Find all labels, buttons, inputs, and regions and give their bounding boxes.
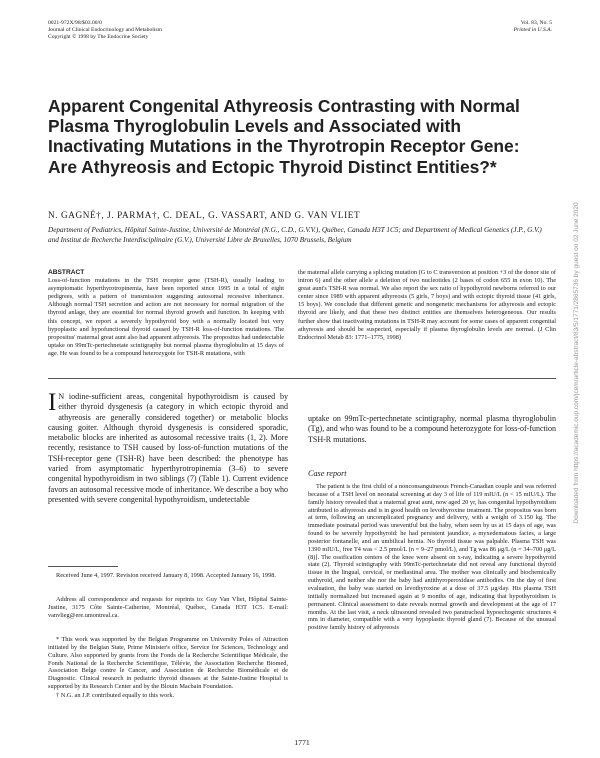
footnote-address: Address all correspondence and requests for reprints to: Guy Van Vliet, Hôpital Sainte-Justine, 3175 Côte Sainte-Catherine, Montréal, Québec, Canada H3T 1C5. E-mail: vanvlieg@ere.umontreal.ca. [48,596,288,619]
journal-header-right [450,20,552,34]
volume-line: Vol. 83, No. 5 [520,20,552,26]
abstract-right-column [298,269,556,342]
journal-header-left [48,20,308,40]
abstract-left-column [48,269,284,358]
journal-name: Journal of Clinical Endocrinology and Metabolism [48,26,162,33]
section-divider [48,378,556,379]
footnote-support: * This work was supported by the Belgian Programme on University Poles of Attraction initiated by the Belgian State, Prime Minister's office, Service for Sciences, Technology and Culture. Also supported by grants from the Fonds de la Recherche Scientifique Médicale, the Fonds National de la Recherche Scientifique, Télévie, the Association Recherche Biomed, Association Belge contre le Cancer, and Association de Recherche Biomédicale et de Diagnostic. Clinical research in pediatric thyroid diseases at the Sainte-Justine Hospital is supported by its Research Center and by the Blouin Macbain Foundation. [48,636,288,691]
footnote-received: Received June 4, 1997. Revision received January 8, 1998. Accepted January 16, 1998. [56,572,276,579]
printed-line: Printed in U.S.A. [513,26,552,33]
author-list: N. GAGNÉ†, J. PARMA†, C. DEAL, G. VASSART, AND G. VAN VLIET [48,210,361,220]
copyright-line: Copyright © 1998 by The Endocrine Society [48,33,149,40]
intro-text: N iodine-sufficient areas, congenital hypothyroidism is caused by either thyroid dysgenesis (a category in which ectopic thyroid and athyreosis are generally considered together) or metabolic blocks causing goiter. Although thyroid dysgenesis is considered sporadic, metabolic blocks are inherited as autosomal recessive traits (1, 2). More recently, resistance to TSH caused by loss-of-function mutations of the TSH-receptor gene (TSH-R) have been described: the phenotype has varied from asymptomatic hyperthyrotropinemia (3–6) to severe congenital hypothyroidism in two siblings (7) (Table 1). Current evidence favors an autosomal recessive mode of inheritance. We describe a boy who presented with severe congenital hypothyroidism, undetectable [48,392,289,504]
abstract-text-left: Loss-of-function mutations in the TSH receptor gene (TSH-R), usually leading to asymptomatic hyperthyrotropinemia, have been reported since 1995 in a total of eight pedigrees, with a pattern of transmission suggesting autosomal recessive inheritance. Although normal TSH secretion and action are not necessary for normal migration of the thyroid anlage, they are essential for normal thyroid growth and function. In keeping with this concept, we report a severely hypothyroid boy with a normally located but very hypoplastic and hypofunctional thyroid caused by TSH-R loss-of-function mutations. The propositus' maternal great aunt also had apparent athyreosis. The propositus had undetectable uptake on 99mTc-pertechnetate scintigraphy but normal plasma thyroglobulin at 15 days of age. He was found to be a compound heterozygote for TSH-R mutations, with [48,277,284,357]
download-watermark: Downloaded from https://academic.oup.com/jcem/article-abstract/83/5/1771/2865736 by guest on 02 June 2020 [573,202,580,524]
case-report-text: The patient is the first child of a nonconsanguineous French-Canadian couple and was referred because of a TSH level on neonatal screening at day 3 of life of 119 mIU/L (n < 15 mIU/L). The family history revealed that a maternal great aunt, now aged 20 yr, has congenital hypothyroidism attributed to athyreosis and is in good health on levothyroxine treatment. The propositus was born at term, following an uncomplicated pregnancy and delivery, with a weight of 3.150 kg. The immediate postnatal period was uneventful but the baby, when seen by us at 15 days of age, was found to be severely hypothyroid: he had persistent jaundice, a myxedematous facies, a large posterior fontanelle, and an umbilical hernia. No thyroid tissue was palpable. Plasma TSH was 1390 mIU/L, free T4 was < 2.5 pmol/L (n = 9–27 pmol/L), and Tg was 86 μg/L (n = 34–700 μg/L (8)]. The ossification centers of the knee were absent on x-ray, indicating a severe hypothyroid state (2). Thyroid scintigraphy with 99mTc-pertechnetate did not reveal any functional thyroid tissue in the lingual, cervical, or mediastinal area. The mother was clinically and biochemically euthyroid, and neither she nor the baby had antithyroperoxidase antibodies. On the day of first evaluation, the baby was started on levothyroxine at a dose of 37.5 μg/day. His plasma TSH initially normalized but increased again at 9 months of age, indicating that hypothyroidism is permanent. Clinical assessment to date reveals normal growth and development at the age of 17 months. At the last visit, a neck ultrasound revealed two paratracheal hypoechogenic structures 4 mm in diameter, compatible with a very hypoplastic thyroid gland (7). Because of the unusual positive family history of athyreosis [308,483,556,632]
introduction-paragraph [48,389,289,505]
introduction-continued: uptake on 99mTc-pertechnetate scintigraphy, normal plasma thyroglobulin (Tg), and who was found to be a compound heterozygote for loss-of-function TSH-R mutations. [308,414,556,444]
affiliations: Department of Pediatrics, Hôpital Sainte-Justine, Université de Montréal (N.G., C.D., G.V.V.), Québec, Canada H3T 1C5; and Department of Medical Genetics (J.P., G.V.) and Institut de Recherche Interdisciplinaire (G.V.), Université Libre de Bruxelles, 1070 Brussels, Belgium [48,226,542,244]
abstract-heading: ABSTRACT [48,269,85,276]
abstract-text-right: the maternal allele carrying a splicing mutation (G to C transversion at position +3 of the donor site of intron 6) and the other allele a deletion of two nucleotides (2 bases of codon 655 in exon 10). The great aunt's TSH-R was normal. We also report the sex ratio of hypothyroid newborns referred to our center since 1989 with apparent athyreosis (5 girls, 7 boys) and with ectopic thyroid tissue (41 girls, 15 boys). We conclude that different genetic and nongenetic mechanisms for athyreosis and ectopic thyroid are likely, and that these two distinct entities are themselves heterogeneous. Our results further show that inactivating mutations in TSH-R may account for some cases of apparent congenital athyreosis and should be suspected, especially if plasma thyroglobulin levels are normal. (J Clin Endocrinol Metab 83: 1771–1775, 1998) [298,269,556,341]
footnote-equal-contribution: † N.G. an J.P. contributed equally to this work. [56,692,175,699]
footnote-divider [48,566,118,567]
issn-line: 0021-972X/98/$03.00/0 [48,20,102,26]
case-report-heading: Case report [308,469,347,478]
article-title: Apparent Congenital Athyreosis Contrasting with Normal Plasma Thyroglobulin Levels and Associated with Inactivating Mutations in the Thyrotropin Receptor Gene: Are Athyreosis and Ectopic Thyroid Distinct Entities?* [48,96,520,177]
page-number: 1771 [294,738,310,747]
drop-cap: I [48,389,57,416]
